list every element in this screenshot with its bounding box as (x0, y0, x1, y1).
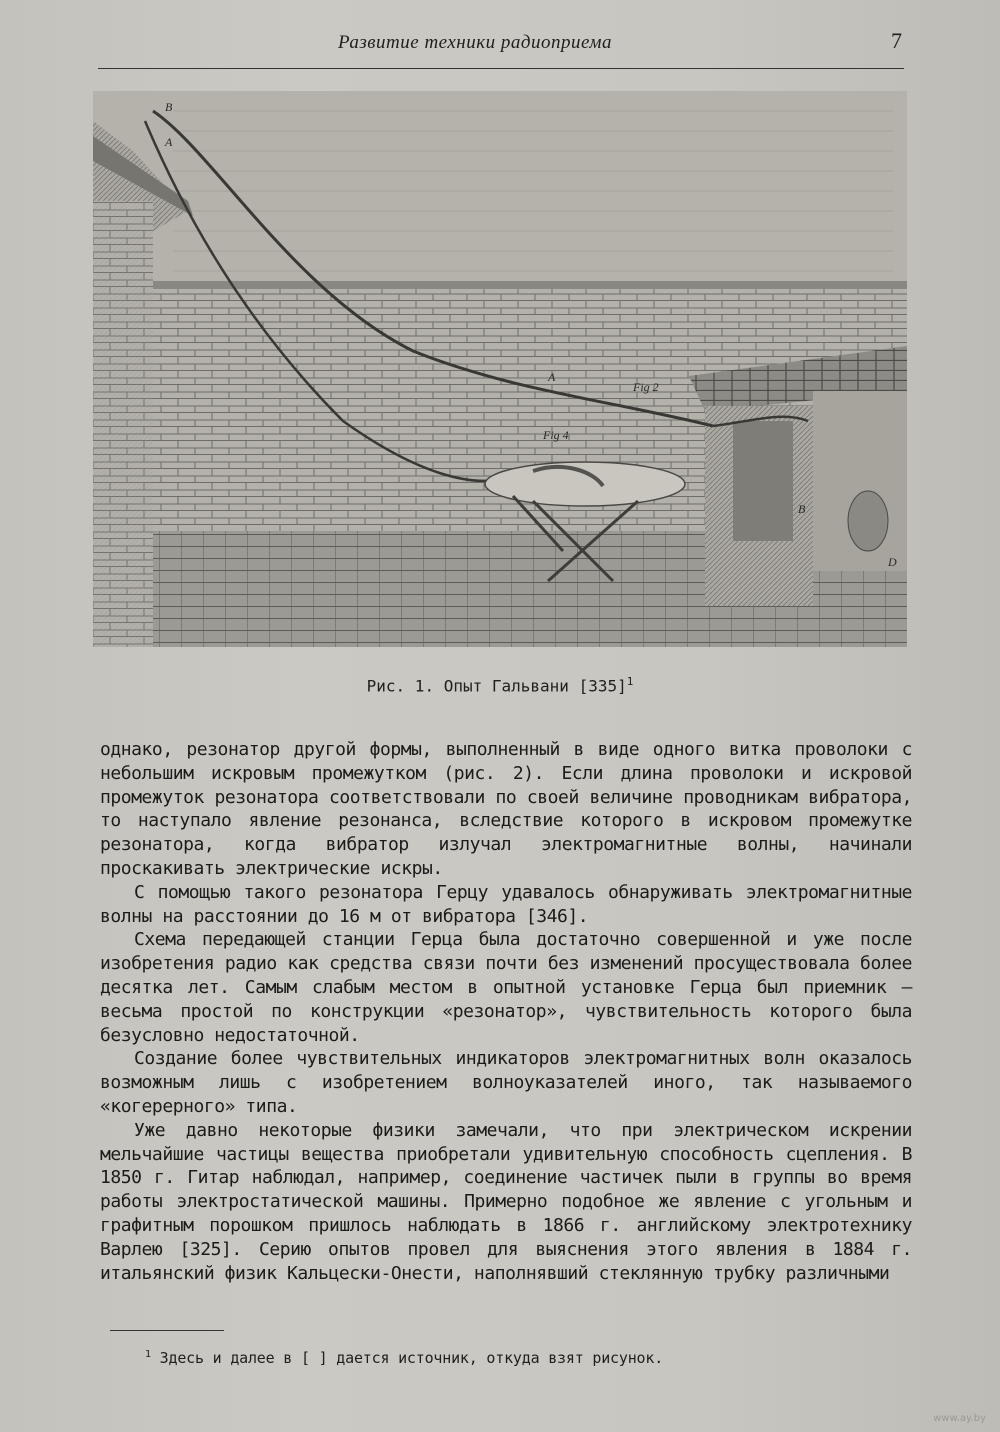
figure-caption (0, 675, 1000, 695)
page-header (98, 28, 904, 69)
paragraph: Уже давно некоторые физики замечали, что при электрическом искрении мельчайшие частицы вещества приобретали удивительную способность сцепления. В 1850 г. Гитар наблюдал, например, соединение частичек пыли в группы во время работы электростатической машины. Примерно подобное же явление с угольным и графитным порошком пришлось наблюдать в 1866 г. английскому электротехнику Варлею [325]. Серию опытов провел для выяснения этого явления в 1884 г. итальянский физик Кальцески-Онести, наполнявший стеклянную трубку различными (100, 1119, 912, 1284)
running-title: Развитие техники радиоприема (338, 32, 613, 53)
plate-label-b: B (165, 100, 173, 114)
footnote-text: Здесь и далее в [ ] дается источник, откуда взят рисунок. (159, 1349, 664, 1367)
plate-label-d: D (888, 555, 897, 569)
paragraph: однако, резонатор другой формы, выполненный в виде одного витка проволоки с небольшим искровым промежутком (рис. 2). Если длина проволоки и искровой промежуток резонатора соответствовали по своей величине проводникам вибратора, то наступало явление резонанса, вследствие которого в искровом промежутке резонатора, когда вибратор излучал электромагнитные волны, начинали проскакивать электрические искры. (100, 739, 912, 879)
plate-label-fig4: Fig 4 (543, 428, 569, 442)
caption-footnote-ref: 1 (626, 675, 634, 688)
footnote-divider (110, 1330, 224, 1331)
plate-label-a-wall: A (548, 370, 556, 384)
plate-label-b-hut: B (798, 502, 806, 516)
paragraph: Создание более чувствительных индикаторов электромагнитных волн оказалось возможным лишь с изобретением волноуказателей иного, так называемого «когерерного» типа. (100, 1048, 912, 1117)
footnote-marker: 1 (145, 1349, 151, 1360)
body-text (100, 738, 912, 1285)
caption-text: Рис. 1. Опыт Гальвани [335] (366, 676, 627, 696)
paragraph: Схема передающей станции Герца была достаточно совершенной и уже после изобретения радио как средства связи почти без изменений просуществовала более десятка лет. Самым слабым местом в опытной установке Герца был приемник — весьма простой по конструкции «резонатор», чувствительность которого была безусловно недостаточной. (100, 929, 912, 1046)
footnote (145, 1349, 663, 1367)
plate-label-fig2: Fig 2 (633, 380, 659, 394)
watermark: www.ay.by (933, 1413, 986, 1424)
page-number: 7 (891, 28, 902, 53)
plate-label-a: A (165, 135, 173, 149)
galvani-experiment-engraving (93, 91, 907, 647)
paragraph: С помощью такого резонатора Герцу удавалось обнаруживать электромагнитные волны на расстоянии до 16 м от вибратора [346]. (100, 881, 912, 927)
